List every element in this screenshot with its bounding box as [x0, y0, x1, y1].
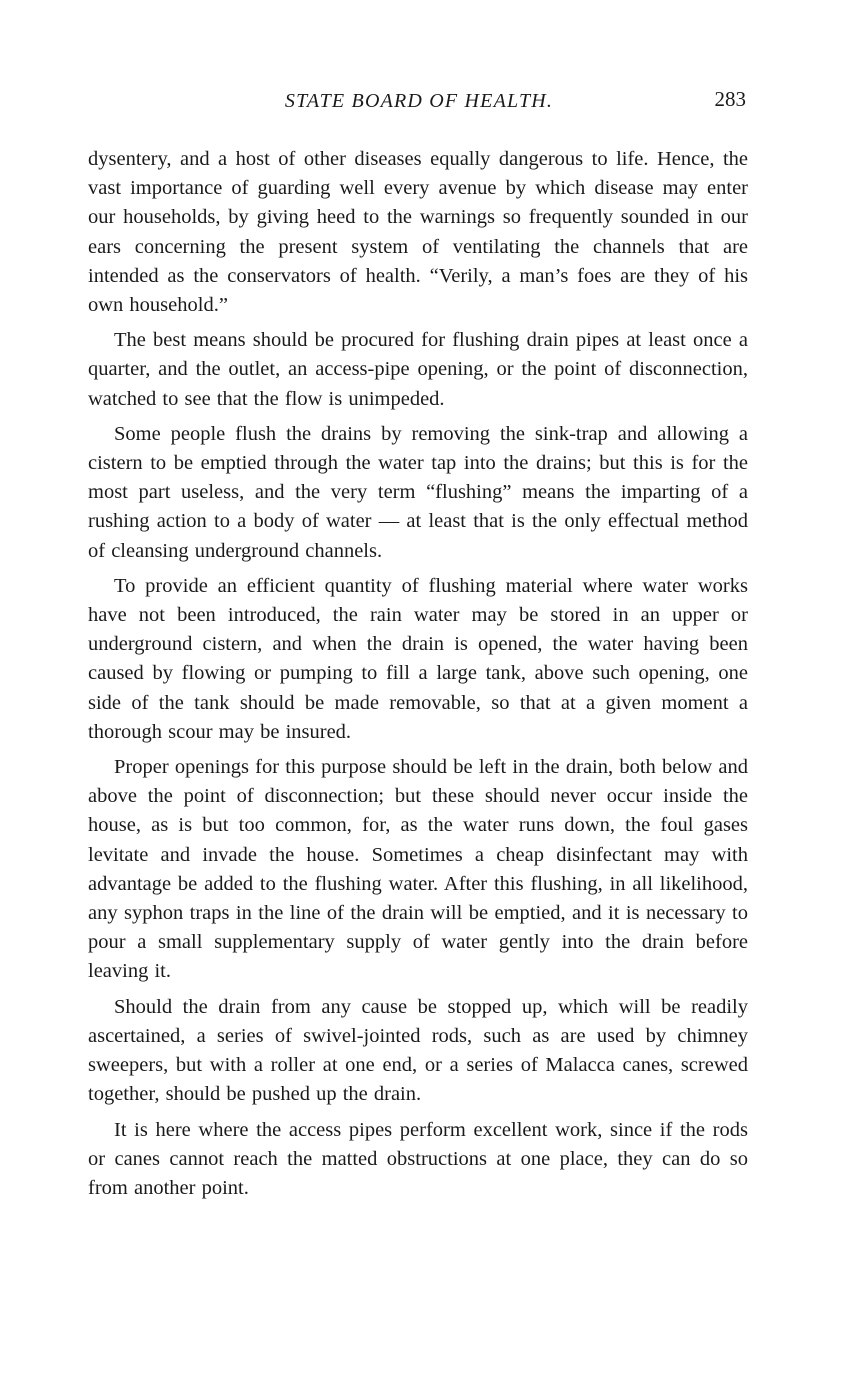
- running-title: STATE BOARD OF HEALTH.: [284, 90, 554, 112]
- paragraph-continued: dysentery, and a host of other diseases equally dangerous to life. Hence, the vast importance of guarding well every avenue by which disease may enter our households, by giving heed to the warnings so frequently sounded in our ears concerning the present system of ventilating the channels that are intended as the conservators of health. “Verily, a man’s foes are they of his own household.”: [88, 148, 748, 317]
- paragraph-proper-openings: Proper openings for this purpose should be left in the drain, both below and above the point of disconnection; but these should never occur inside the house, as is but too common, for, as the water runs down, the foul gases levitate and invade the house. Sometimes a cheap disinfectant may with advantage be added to the flushing water. After this flushing, in all likelihood, any syphon traps in the line of the drain will be emptied, and it is necessary to pour a small supplementary supply of water gently into the drain before leaving it.: [88, 756, 748, 983]
- paragraph-stopped-drain: Should the drain from any cause be stopped up, which will be readily ascertained, a series of swivel-jointed rods, such as are used by chimney sweepers, but with a roller at one end, or a series of Malacca canes, screwed together, should be pushed up the drain.: [88, 995, 748, 1106]
- page-number: 283: [714, 87, 746, 111]
- running-header: [88, 84, 750, 118]
- paragraph-flushing-material: To provide an efficient quantity of flushing material where water works have not been introduced, the rain water may be stored in an upper or underground cistern, and when the drain is opened, the water having been caused by flowing or pumping to fill a large tank, above such opening, one side of the tank should be made removable, so that at a given moment a thorough scour may be insured.: [88, 574, 748, 743]
- body-text: [88, 145, 748, 1209]
- paragraph-sink-trap: Some people flush the drains by removing the sink-trap and allowing a cistern to be emptied through the water tap into the drains; but this is for the most part useless, and the very term “flushing” means the imparting of a rushing action to a body of water — at least that is the only effectual method of cleansing underground channels.: [88, 422, 748, 562]
- paragraph-flushing-frequency: The best means should be procured for flushing drain pipes at least once a quarter, and the outlet, an access-pipe opening, or the point of disconnection, watched to see that the flow is unimpeded.: [88, 329, 748, 410]
- paragraph-access-pipes: It is here where the access pipes perform excellent work, since if the rods or canes cannot reach the matted obstructions at one place, they can do so from another point.: [88, 1118, 748, 1199]
